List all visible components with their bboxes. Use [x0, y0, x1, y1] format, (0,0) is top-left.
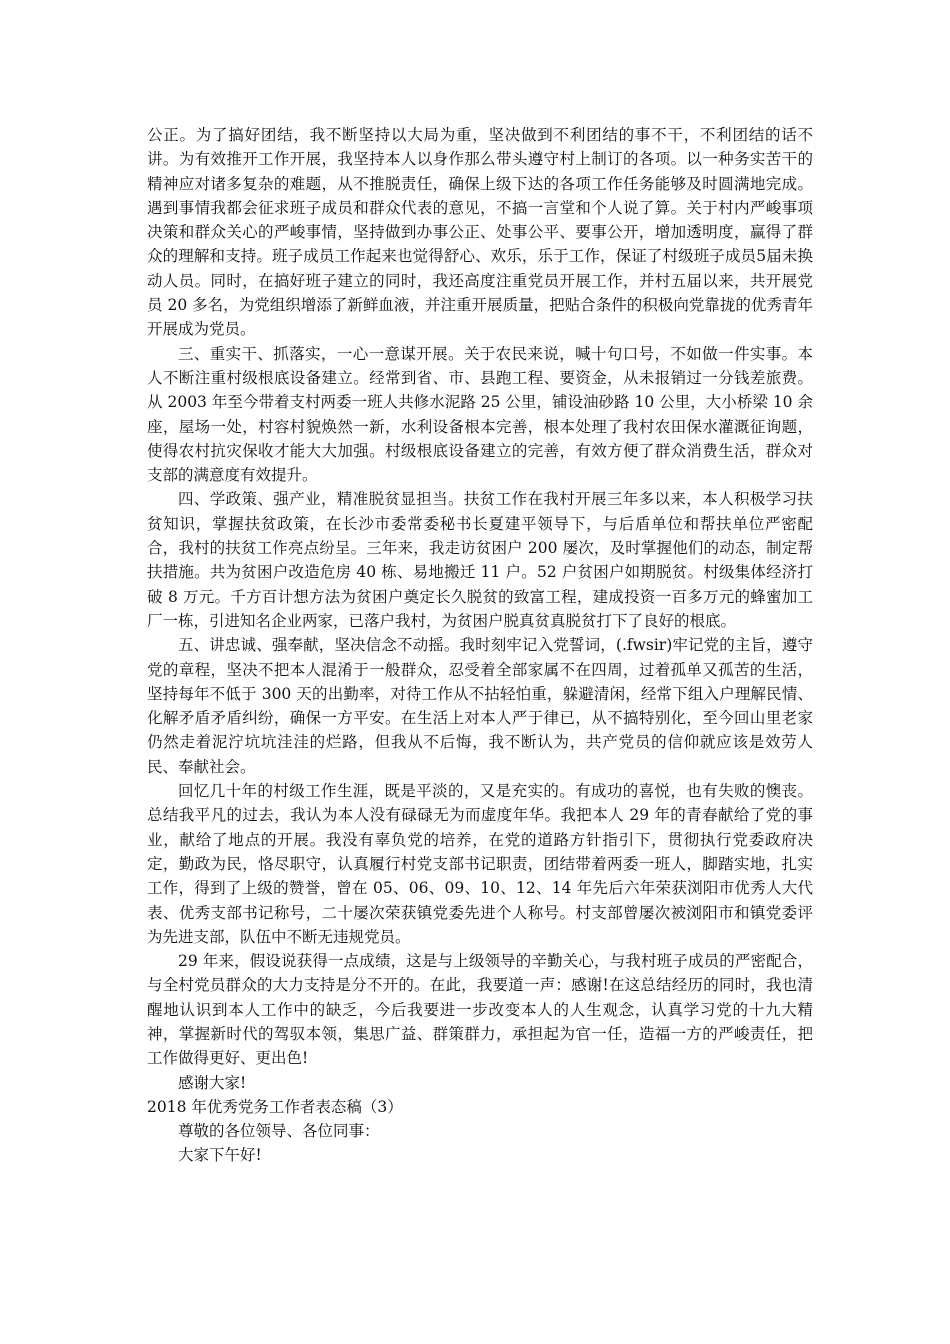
paragraph-section-four: 四、学政策、强产业，精准脱贫显担当。扶贫工作在我村开展三年多以来，本人积极学习扶贫知识，掌握扶贫政策，在长沙市委常委秘书长夏建平领导下，与后盾单位和帮扶单位严密配合，我村的扶贫工作亮点纷呈。三年来，我走访贫困户 200 屡次，及时掌握他们的动态，制定帮扶措施。共为贫困户改造危房 40 栋、易地搬迁 11 户。52 户贫困户如期脱贫。村级集体经济打破 8 万元。千方百计想方法为贫困户奠定长久脱贫的致富工程，建成投资一百多万元的蜂蜜加工厂一栋，引进知名企业两家，已落户我村，为贫困户脱真贫真脱贫打下了良好的根底。 [147, 490, 813, 630]
paragraph-review: 回忆几十年的村级工作生涯，既是平淡的，又是充实的。有成功的喜悦，也有失败的懊丧。总结我平凡的过去，我认为本人没有碌碌无为而虚度年华。我把本人 29 年的青春献给了党的事业，献给了地点的开展。我没有辜负党的培养，在党的道路方针指引下，贯彻执行党委政府决定，勤政为民，恪尽职守，认真履行村党支部书记职责，团结带着两委一班人，脚踏实地，扎实工作，得到了上级的赞誉，曾在 05、06、09、10、12、14 年先后六年荣获浏阳市优秀人大代表、优秀支部书记称号，二十屡次荣获镇党委先进个人称号。村支部曾屡次被浏阳市和镇党委评为先进支部，队伍中不断无违规党员。 [147, 782, 813, 946]
paragraph-thanks-summary: 29 年来，假设说获得一点成绩，这是与上级领导的辛勤关心，与我村班子成员的严密配合，与全村党员群众的大力支持是分不开的。在此，我要道一声：感谢!在这总结经历的同时，我也清醒地认识到本人工作中的缺乏，今后我要进一步改变本人的人生观念，认真学习党的十九大精神，掌握新时代的驾驭本领，集思广益、群策群力，承担起为官一任，造福一方的严峻责任，把工作做得更好、更出色! [147, 952, 813, 1068]
greeting: 大家下午好! [178, 1146, 262, 1165]
document-page [147, 123, 813, 1168]
salutation: 尊敬的各位领导、各位同事： [178, 1122, 380, 1141]
paragraph-section-three: 三、重实干、抓落实，一心一意谋开展。关于农民来说，喊十句口号，不如做一件实事。本人不断注重村级根底设备建立。经常到省、市、县跑工程、要资金，从未报销过一分钱差旅费。从 2003 年至今带着支村两委一班人共修水泥路 25 公里，铺设油砂路 10 公里，大小桥梁 10 余座，屋场一处，村容村貌焕然一新，水利设备根本完善，根本处理了我村农田保水灌溉征询题，使得农村抗灾保收才能大大加强。村级根底设备建立的完善，有效方便了群众消费生活，群众对支部的满意度有效提升。 [147, 344, 813, 485]
paragraph-continued: 公正。为了搞好团结，我不断坚持以大局为重，坚决做到不利团结的事不干，不利团结的话不讲。为有效推开工作开展，我坚持本人以身作那么带头遵守村上制订的各项。以一种务实苦干的精神应对诸多复杂的难题，从不推脱责任，确保上级下达的各项工作任务能够及时圆满地完成。遇到事情我都会征求班子成员和群众代表的意见，不搞一言堂和个人说了算。关于村内严峻事项决策和群众关心的严峻事情，坚持做到办事公正、处事公平、要事公开，增加透明度，赢得了群众的理解和支持。班子成员工作起来也觉得舒心、欢乐，乐于工作，保证了村级班子成员5届未换动人员。同时，在搞好班子建立的同时，我还高度注重党员开展工作，并村五届以来，共开展党员 20 多名，为党组织增添了新鲜血液，并注重开展质量，把贴合条件的积极向党靠拢的优秀青年开展成为党员。 [147, 126, 813, 339]
paragraph-closing-thanks: 感谢大家! [178, 1073, 247, 1092]
section-heading: 2018 年优秀党务工作者表态稿（3） [147, 1097, 403, 1116]
paragraph-section-five: 五、讲忠诚、强奉献，坚决信念不动摇。我时刻牢记入党誓词，(.fwsir)牢记党的主旨，遵守党的章程，坚决不把本人混淆于一般群众，忍受着全部家属不在四周，过着孤单又孤苦的生活，坚持每年不低于 300 天的出勤率，对待工作从不拈轻怕重，躲避清闲，经常下组入户理解民情、化解矛盾矛盾纠纷，确保一方平安。在生活上对本人严于律已，从不搞特别化，至今回山里老家仍然走着泥泞坑坑洼洼的烂路，但我从不后悔，我不断认为，共产党员的信仰就应该是效劳人民、奉献社会。 [147, 636, 813, 776]
